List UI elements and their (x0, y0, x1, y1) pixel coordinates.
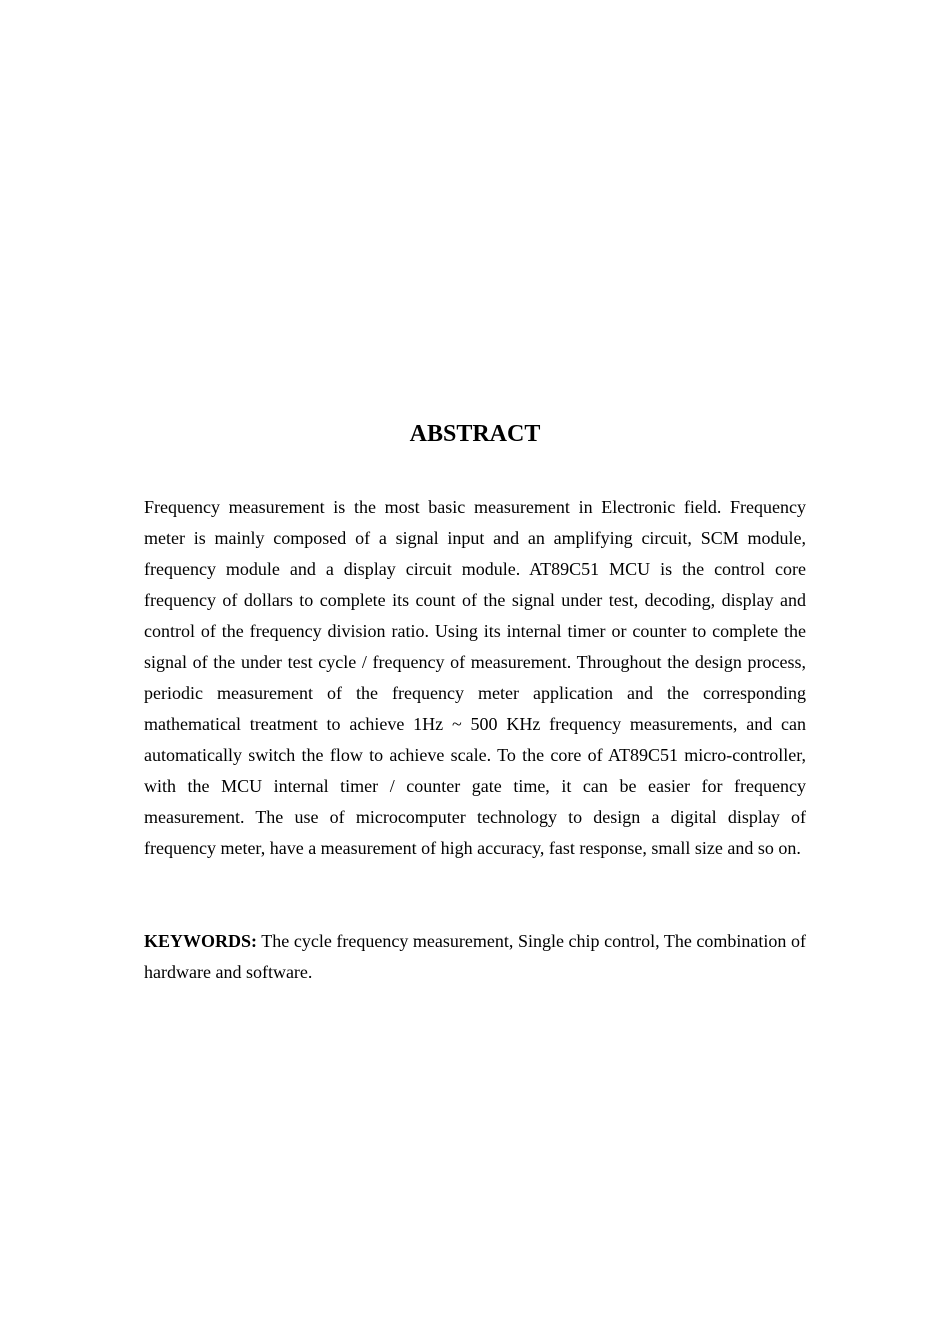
abstract-body: Frequency measurement is the most basic measurement in Electronic field. Frequency meter is mainly composed of a signal input and an amplifying circuit, SCM module, frequency module and a display circuit module. AT89C51 MCU is the control core frequency of dollars to complete its count of the signal under test, decoding, display and control of the frequency division ratio. Using its internal timer or counter to complete the signal of the under test cycle / frequency of measurement. Throughout the design process, periodic measurement of the frequency meter application and the corresponding mathematical treatment to achieve 1Hz ~ 500 KHz frequency measurements, and can automatically switch the flow to achieve scale. To the core of AT89C51 micro-controller, with the MCU internal timer / counter gate time, it can be easier for frequency measurement. The use of microcomputer technology to design a digital display of frequency meter, have a measurement of high accuracy, fast response, small size and so on. (144, 497, 806, 858)
keywords-label: KEYWORDS: (144, 931, 258, 951)
keywords-text: The cycle frequency measurement, Single chip control, The combination of hardware and software. (144, 931, 806, 982)
keywords-paragraph (144, 926, 806, 988)
abstract-title: ABSTRACT (409, 421, 541, 447)
